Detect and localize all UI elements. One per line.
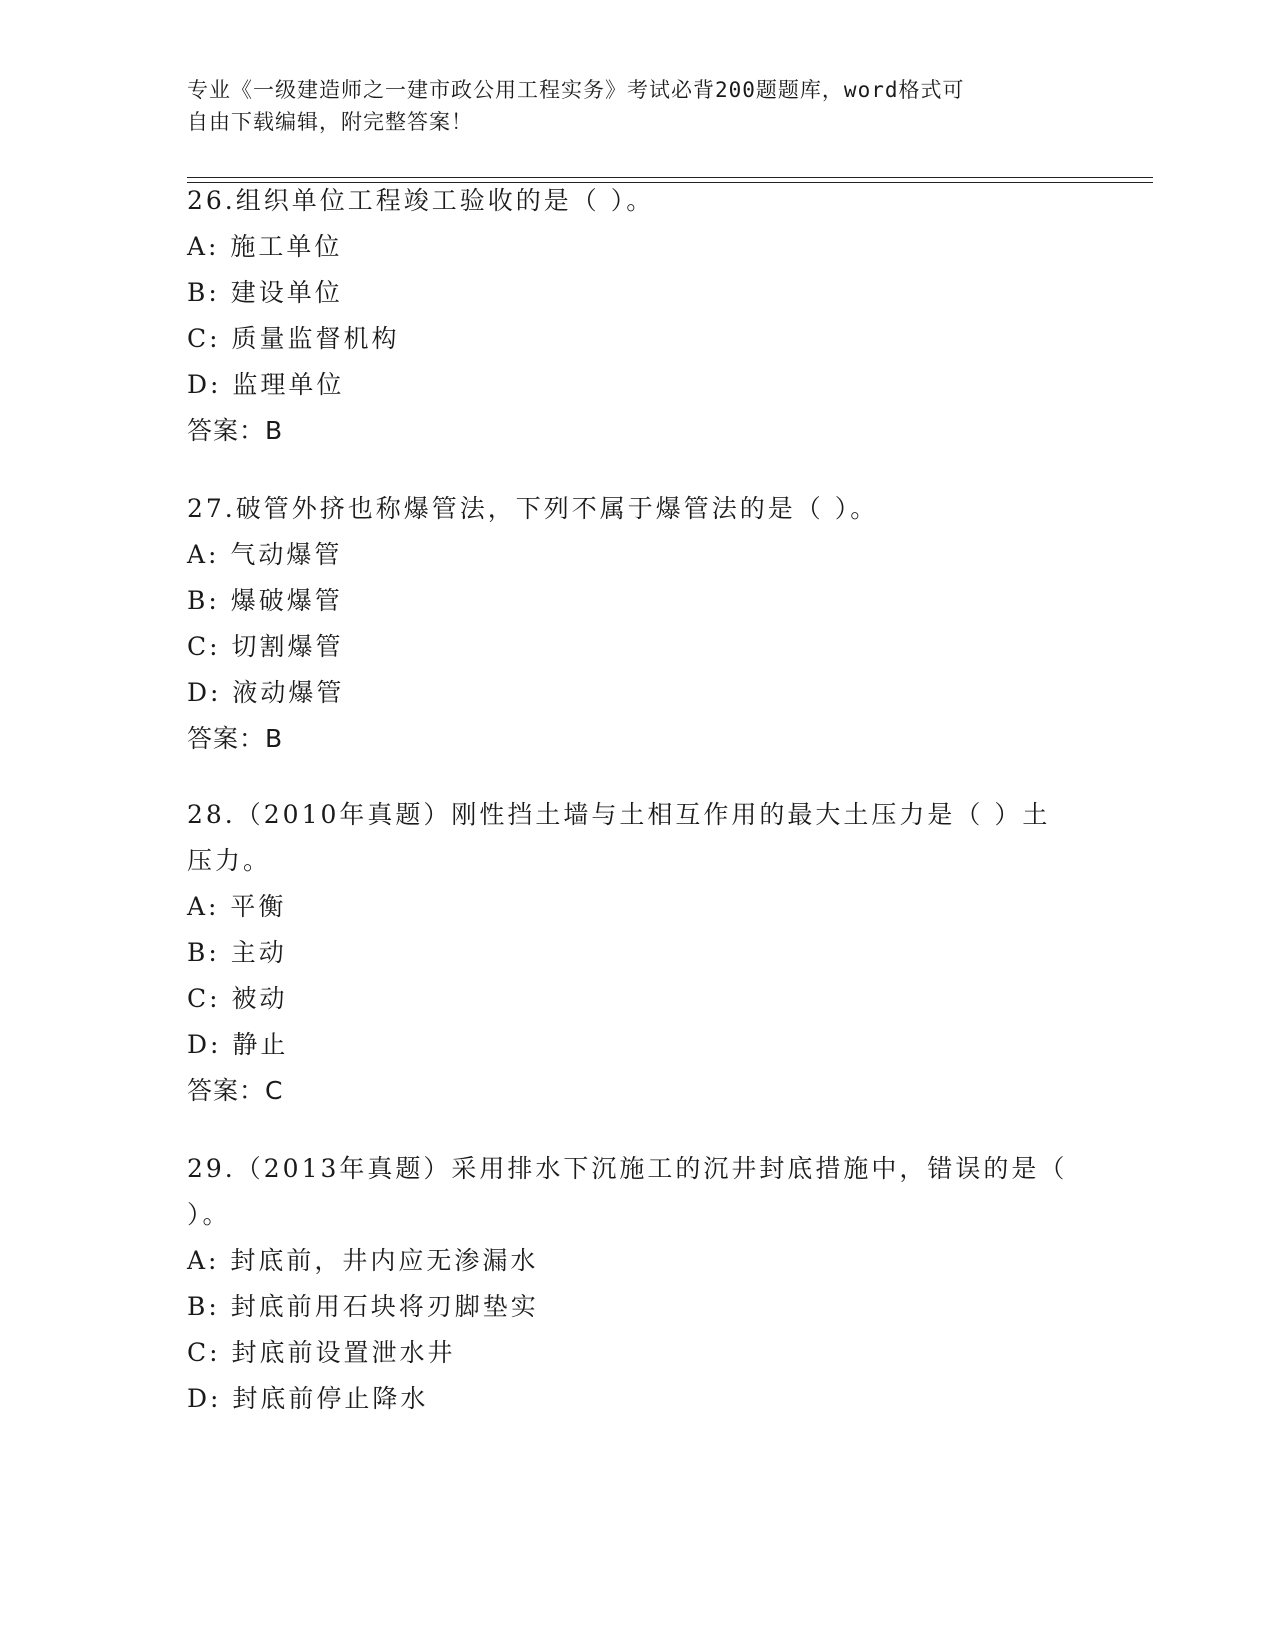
option-a: A: 平衡 [187, 892, 287, 921]
option-a: A: 施工单位 [187, 232, 343, 261]
option-c: C: 质量监督机构 [187, 324, 400, 353]
option-d: D: 封底前停止降水 [187, 1384, 429, 1413]
option-b: B: 主动 [187, 938, 287, 967]
option-c: C: 被动 [187, 984, 288, 1013]
option-a: A: 气动爆管 [187, 540, 343, 569]
answer-label: 答案：B [187, 724, 284, 753]
option-d: D: 静止 [187, 1030, 289, 1059]
answer-label: 答案：C [187, 1076, 284, 1105]
question-stem-continued: ）。 [187, 1200, 231, 1229]
option-b: B: 封底前用石块将刃脚垫实 [187, 1292, 539, 1321]
header-line-1: 专业《一级建造师之一建市政公用工程实务》考试必背200题题库，word格式可 [187, 78, 965, 102]
document-header [187, 74, 1087, 138]
question-28 [187, 792, 1087, 1114]
option-b: B: 建设单位 [187, 278, 343, 307]
answer-label: 答案：B [187, 416, 284, 445]
option-a: A: 封底前，井内应无渗漏水 [187, 1246, 539, 1275]
question-stem: 28.（2010年真题）刚性挡土墙与土相互作用的最大土压力是（ ）土 [187, 800, 1051, 829]
option-d: D: 监理单位 [187, 370, 345, 399]
option-d: D: 液动爆管 [187, 678, 345, 707]
question-stem: 29.（2013年真题）采用排水下沉施工的沉井封底措施中，错误的是（ [187, 1154, 1068, 1183]
option-b: B: 爆破爆管 [187, 586, 343, 615]
question-stem: 26.组织单位工程竣工验收的是（ ）。 [187, 186, 655, 215]
question-27 [187, 486, 1087, 762]
question-29 [187, 1146, 1087, 1422]
question-stem: 27.破管外挤也称爆管法，下列不属于爆管法的是（ ）。 [187, 494, 879, 523]
question-stem-continued: 压力。 [187, 846, 272, 875]
header-line-2: 自由下载编辑，附完整答案！ [187, 110, 473, 134]
option-c: C: 切割爆管 [187, 632, 344, 661]
option-c: C: 封底前设置泄水井 [187, 1338, 456, 1367]
question-26 [187, 178, 1087, 454]
